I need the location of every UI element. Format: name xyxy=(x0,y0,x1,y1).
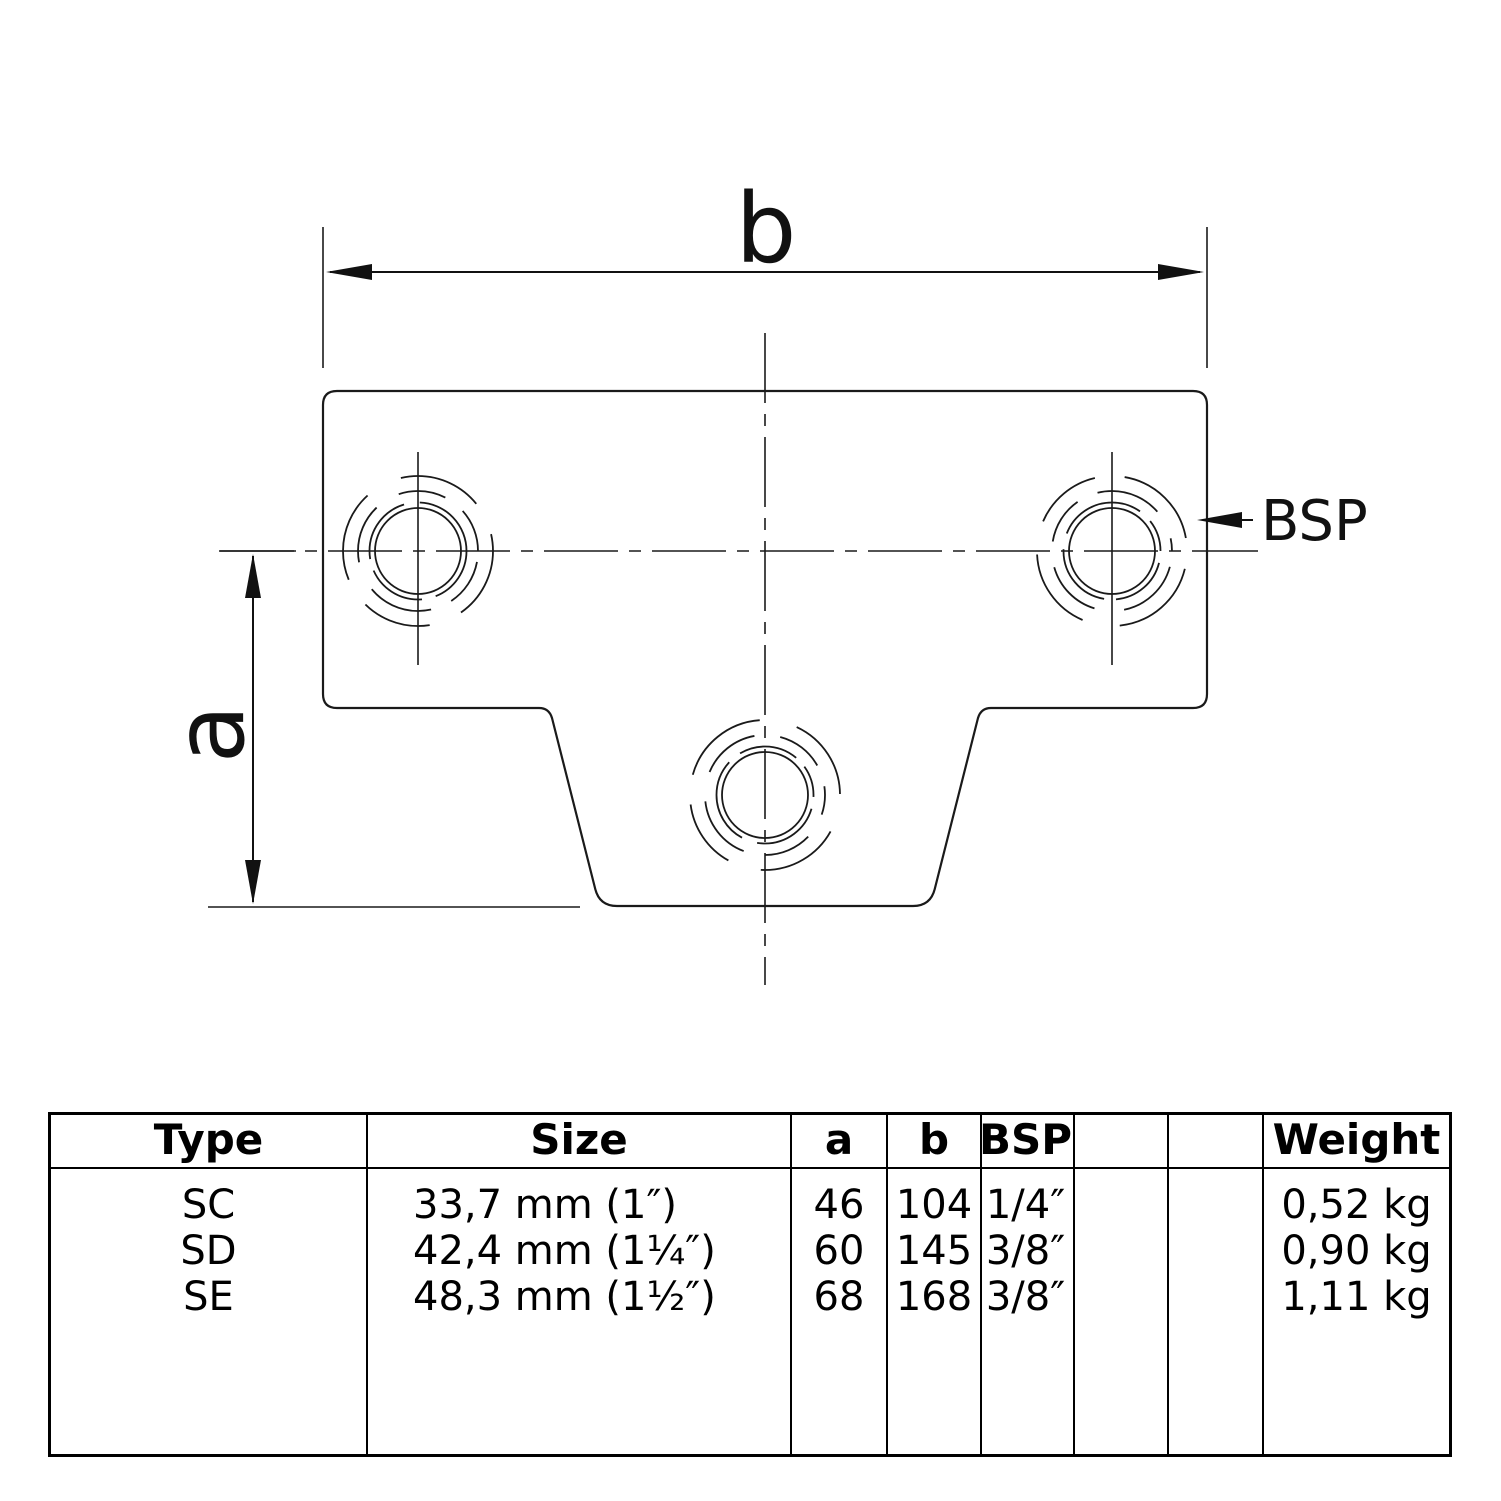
cell-b: 168 xyxy=(895,1274,973,1320)
spec-table xyxy=(48,1112,1452,1457)
arrow-left-icon xyxy=(326,264,372,280)
arrow-up-icon xyxy=(245,554,261,598)
cell-bsp: 3/8″ xyxy=(985,1228,1066,1274)
cell-size: 48,3 mm (1½″) xyxy=(413,1274,716,1320)
col-header-empty2 xyxy=(1169,1115,1262,1167)
cell-a: 60 xyxy=(813,1228,865,1274)
col-header-a: a xyxy=(824,1115,854,1164)
dim-a-label: a xyxy=(154,704,266,764)
cell-a: 68 xyxy=(813,1274,865,1320)
bsp-label: BSP xyxy=(1261,489,1368,554)
col-header-type: Type xyxy=(153,1115,264,1164)
cell-weight: 0,90 kg xyxy=(1281,1228,1432,1274)
cell-weight: 0,52 kg xyxy=(1281,1182,1432,1228)
col-header-bsp: BSP xyxy=(978,1115,1073,1164)
cell-size: 33,7 mm (1″) xyxy=(413,1182,678,1228)
cell-type: SD xyxy=(180,1228,237,1274)
dim-b-label: b xyxy=(735,173,797,285)
cell-type: SC xyxy=(181,1182,236,1228)
arrow-right-icon xyxy=(1158,264,1204,280)
header-separator xyxy=(51,1167,1449,1169)
cell-size: 42,4 mm (1¼″) xyxy=(413,1228,716,1274)
cell-a: 46 xyxy=(813,1182,865,1228)
col-header-size: Size xyxy=(530,1115,628,1164)
cell-type: SE xyxy=(183,1274,234,1320)
cell-weight: 1,11 kg xyxy=(1281,1274,1432,1320)
cell-bsp: 3/8″ xyxy=(985,1274,1066,1320)
arrow-left-icon xyxy=(1197,512,1242,528)
cell-b: 104 xyxy=(895,1182,973,1228)
cell-bsp: 1/4″ xyxy=(985,1182,1066,1228)
bsp-callout xyxy=(1197,489,1368,554)
col-header-b: b xyxy=(918,1115,950,1164)
arrow-down-icon xyxy=(245,860,261,904)
col-header-weight: Weight xyxy=(1272,1115,1441,1164)
cell-b: 145 xyxy=(895,1228,973,1274)
col-header-empty1 xyxy=(1075,1115,1167,1167)
